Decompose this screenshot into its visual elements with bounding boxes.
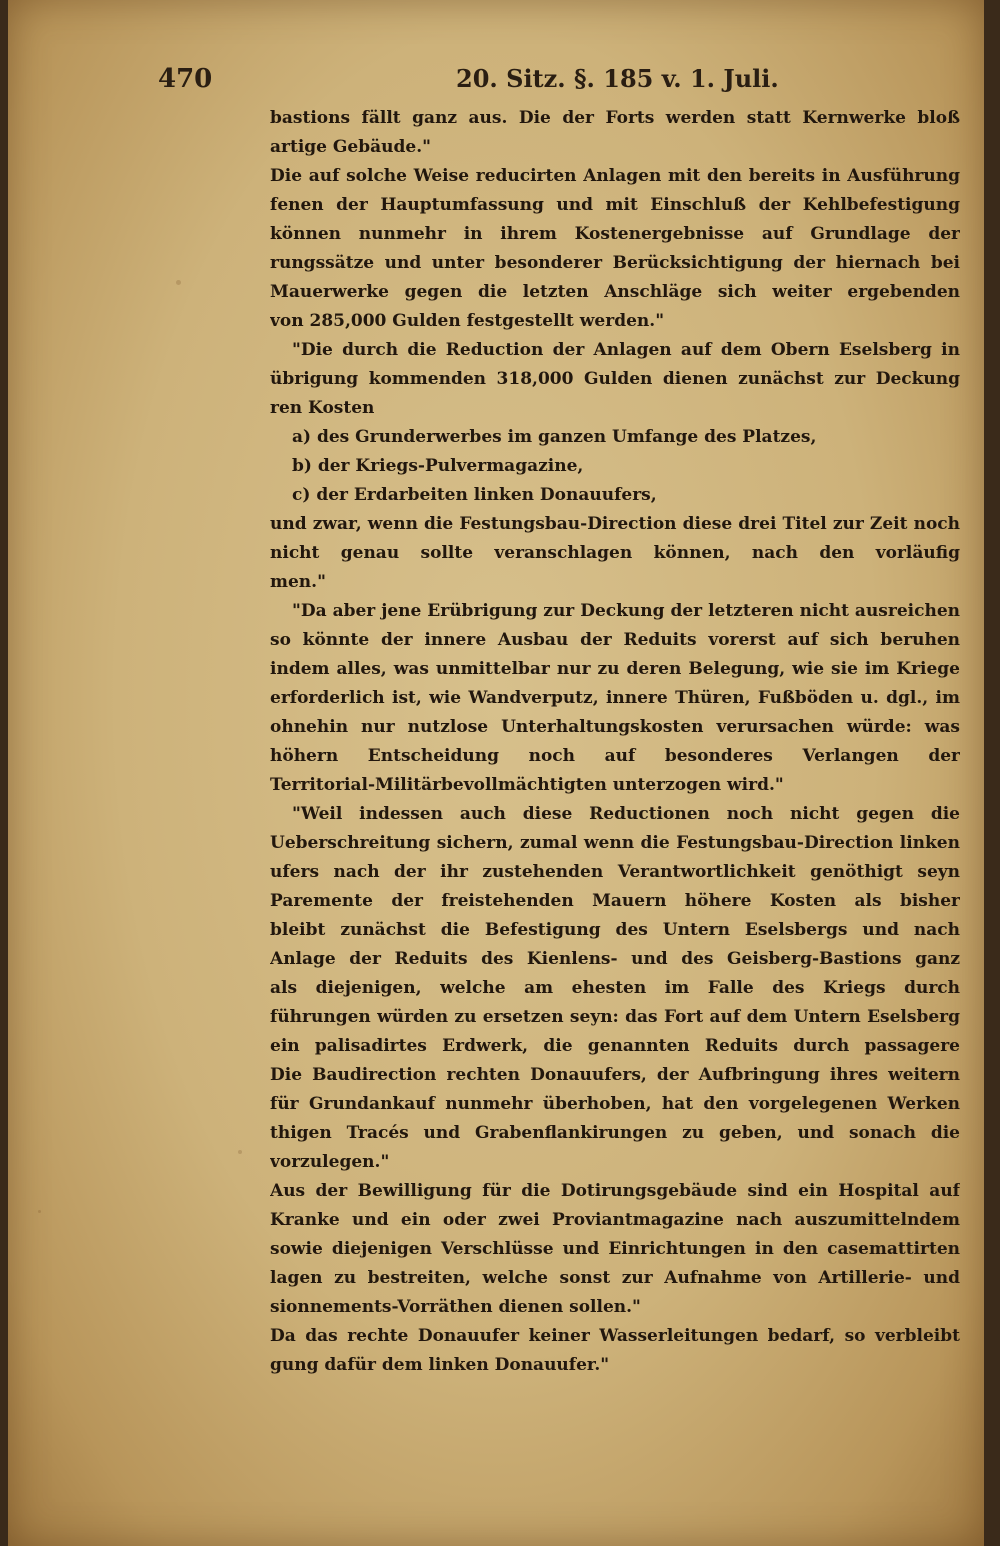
book-page xyxy=(8,0,984,1546)
page-header xyxy=(8,64,984,100)
text-line xyxy=(270,858,960,887)
text-line xyxy=(270,1235,960,1264)
line-text: von 285,000 Gulden festgestellt werden." xyxy=(270,311,665,331)
running-head: 20. Sitz. §. 185 v. 1. Juli. xyxy=(456,64,779,93)
text-line xyxy=(270,568,960,597)
text-line xyxy=(270,916,960,945)
page-number: 470 xyxy=(158,64,213,94)
text-line xyxy=(270,133,960,162)
line-text: "Weil indessen auch diese Reductionen noch nicht gegen die xyxy=(292,804,960,824)
line-text: sowie diejenigen Verschlüsse und Einrichtungen in den casemattirten xyxy=(270,1239,960,1259)
text-line xyxy=(270,800,960,829)
text-line xyxy=(270,829,960,858)
line-text: können nunmehr in ihrem Kostenergebnisse auf Grundlage der xyxy=(270,224,960,244)
line-text: men." xyxy=(270,572,326,592)
text-line xyxy=(270,278,960,307)
line-text: für Grundankauf nunmehr überhoben, hat den vorgelegenen Werken xyxy=(270,1094,960,1114)
line-text: lagen zu bestreiten, welche sonst zur Aufnahme von Artillerie- und xyxy=(270,1268,960,1288)
text-line xyxy=(270,307,960,336)
line-text: "Die durch die Reduction der Anlagen auf dem Obern Eselsberg in xyxy=(292,340,960,360)
text-line xyxy=(270,394,960,423)
line-text: ufers nach der ihr zustehenden Verantwortlichkeit genöthigt seyn xyxy=(270,862,960,882)
text-line xyxy=(270,713,960,742)
body-text xyxy=(270,104,960,1380)
text-line xyxy=(270,1293,960,1322)
text-line xyxy=(270,742,960,771)
text-line xyxy=(270,539,960,568)
text-line xyxy=(270,452,960,481)
line-text: Ueberschreitung sichern, zumal wenn die Festungsbau-Direction linken xyxy=(270,833,960,853)
line-text: ein palisadirtes Erdwerk, die genannten Reduits durch passagere xyxy=(270,1036,960,1056)
line-text: ohnehin nur nutzlose Unterhaltungskosten verursachen würde: was xyxy=(270,717,960,737)
line-text: "Da aber jene Erübrigung zur Deckung der letzteren nicht ausreichen xyxy=(292,601,960,621)
text-line xyxy=(270,104,960,133)
text-line xyxy=(270,974,960,1003)
line-text: b) der Kriegs-Pulvermagazine, xyxy=(292,456,584,476)
line-text: übrigung kommenden 318,000 Gulden dienen zunächst zur Deckung xyxy=(270,369,960,389)
line-text: rungssätze und unter besonderer Berücksichtigung der hiernach bei xyxy=(270,253,960,273)
line-text: als diejenigen, welche am ehesten im Falle des Kriegs durch xyxy=(270,978,960,998)
line-text: Kranke und ein oder zwei Proviantmagazine nach auszumittelndem xyxy=(270,1210,960,1230)
line-text: so könnte der innere Ausbau der Reduits vorerst auf sich beruhen xyxy=(270,630,960,650)
text-line xyxy=(270,1322,960,1351)
text-line xyxy=(270,655,960,684)
line-text: Territorial-Militärbevollmächtigten unterzogen wird." xyxy=(270,775,784,795)
text-line xyxy=(270,162,960,191)
line-text: thigen Tracés und Grabenflankirungen zu geben, und sonach die xyxy=(270,1123,960,1143)
line-text: artige Gebäude." xyxy=(270,137,431,157)
text-line xyxy=(270,1061,960,1090)
line-text: Paremente der freistehenden Mauern höhere Kosten als bisher xyxy=(270,891,960,911)
line-text: ren Kosten xyxy=(270,398,375,418)
line-text: Anlage der Reduits des Kienlens- und des Geisberg-Bastions ganz xyxy=(270,949,960,969)
text-line xyxy=(270,365,960,394)
line-text: Die Baudirection rechten Donauufers, der Aufbringung ihres weitern xyxy=(270,1065,960,1085)
text-line xyxy=(270,220,960,249)
text-line xyxy=(270,1206,960,1235)
line-text: höhern Entscheidung noch auf besonderes Verlangen der xyxy=(270,746,960,766)
text-line xyxy=(270,1177,960,1206)
text-line xyxy=(270,597,960,626)
line-text: bleibt zunächst die Befestigung des Untern Eselsbergs und nach xyxy=(270,920,960,940)
line-text: Da das rechte Donauufer keiner Wasserleitungen bedarf, so verbleibt xyxy=(270,1326,960,1346)
text-line xyxy=(270,1148,960,1177)
line-text: Die auf solche Weise reducirten Anlagen mit den bereits in Ausführung xyxy=(270,166,960,186)
text-line xyxy=(270,945,960,974)
line-text: c) der Erdarbeiten linken Donauufers, xyxy=(292,485,657,505)
text-line xyxy=(270,510,960,539)
text-line xyxy=(270,191,960,220)
text-line xyxy=(270,1119,960,1148)
line-text: vorzulegen." xyxy=(270,1152,390,1172)
line-text: fenen der Hauptumfassung und mit Einschluß der Kehlbefestigung xyxy=(270,195,960,215)
text-line xyxy=(270,423,960,452)
text-line xyxy=(270,887,960,916)
text-line xyxy=(270,684,960,713)
line-text: und zwar, wenn die Festungsbau-Direction diese drei Titel zur Zeit noch xyxy=(270,514,960,534)
line-text: führungen würden zu ersetzen seyn: das Fort auf dem Untern Eselsberg xyxy=(270,1007,960,1027)
line-text: Aus der Bewilligung für die Dotirungsgebäude sind ein Hospital auf xyxy=(270,1181,960,1201)
line-text: sionnements-Vorräthen dienen sollen." xyxy=(270,1297,641,1317)
text-line xyxy=(270,336,960,365)
text-line xyxy=(270,249,960,278)
line-text: Mauerwerke gegen die letzten Anschläge sich weiter ergebenden xyxy=(270,282,960,302)
line-text: gung dafür dem linken Donauufer." xyxy=(270,1355,610,1375)
line-text: a) des Grunderwerbes im ganzen Umfange des Platzes, xyxy=(292,427,817,447)
text-line xyxy=(270,771,960,800)
text-line xyxy=(270,1264,960,1293)
line-text: nicht genau sollte veranschlagen können, nach den vorläufig xyxy=(270,543,960,563)
text-line xyxy=(270,1351,960,1380)
line-text: indem alles, was unmittelbar nur zu deren Belegung, wie sie im Kriege xyxy=(270,659,960,679)
text-line xyxy=(270,1032,960,1061)
text-line xyxy=(270,626,960,655)
text-line xyxy=(270,481,960,510)
line-text: erforderlich ist, wie Wandverputz, innere Thüren, Fußböden u. dgl., im xyxy=(270,688,960,708)
text-line xyxy=(270,1003,960,1032)
text-line xyxy=(270,1090,960,1119)
line-text: bastions fällt ganz aus. Die der Forts werden statt Kernwerke bloß xyxy=(270,108,960,128)
